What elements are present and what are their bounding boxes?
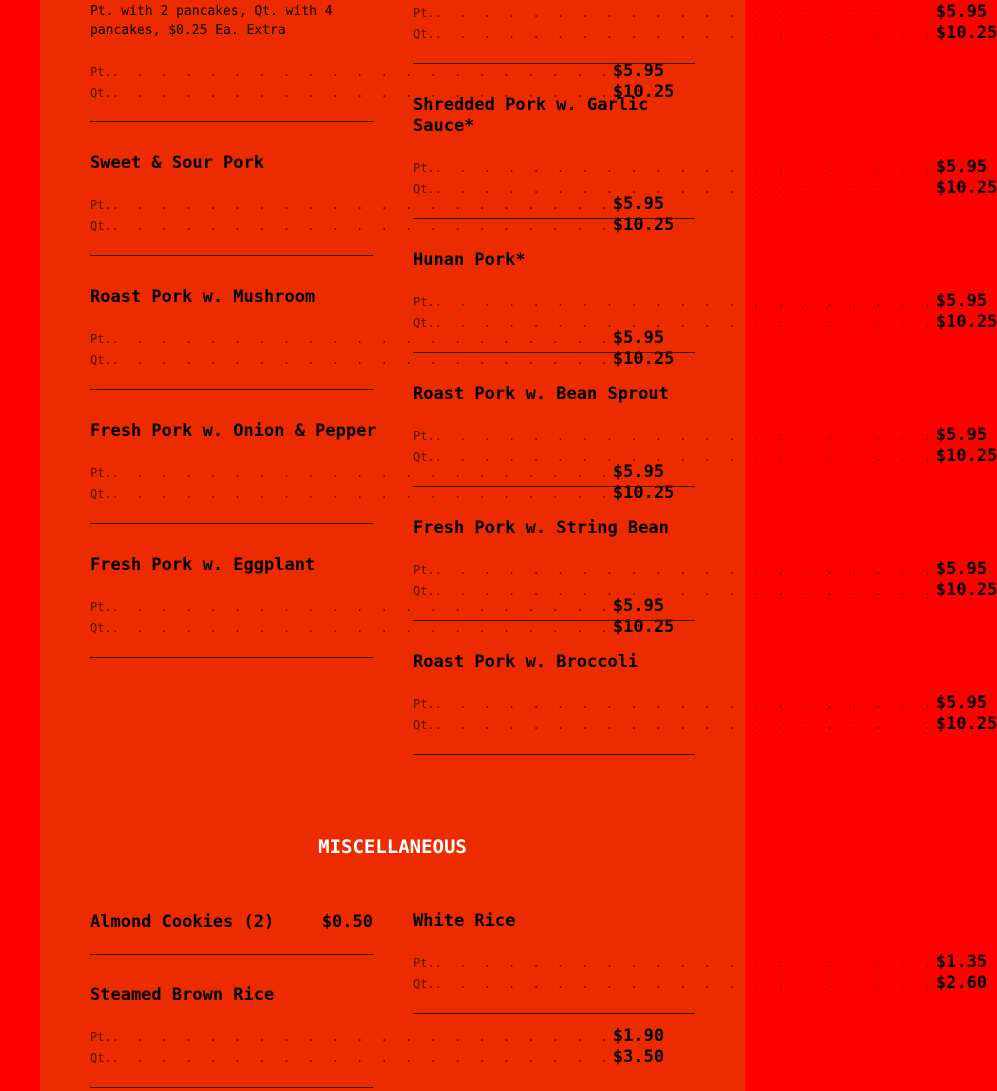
menu-item[interactable] [90, 287, 675, 370]
dot-leader: . . . . . . . . . . . . . . . . . . . . . [111, 1051, 613, 1065]
item-description: Pt. with 2 pancakes, Qt. with 4 pancakes, $0.25 Ea. Extra [90, 4, 333, 38]
price-value: $10.25 [612, 215, 675, 235]
price-value: $10.25 [612, 82, 675, 102]
divider [413, 620, 695, 621]
item-name: Roast Pork w. Mushroom [90, 287, 316, 307]
price-row-pint [413, 952, 988, 973]
price-label: Qt. [413, 316, 435, 330]
price-label: Qt. [90, 1051, 112, 1065]
price-value: $3.50 [612, 1047, 665, 1067]
price-label: Pt. [90, 198, 112, 212]
price-row-quart [90, 483, 675, 504]
divider [413, 352, 695, 353]
price-value: $5.95 [935, 693, 988, 713]
price-row-pint [90, 328, 665, 349]
price-value: $10.25 [935, 446, 997, 466]
price-label: Qt. [90, 86, 112, 100]
menu-item[interactable] [413, 518, 997, 601]
dot-leader: . . . . . . . . . . . . . . . . . . . . . [434, 182, 936, 196]
price-label: Qt. [90, 353, 112, 367]
divider [90, 657, 373, 658]
price-row-pint [90, 61, 665, 82]
price-row-pint [413, 291, 988, 312]
divider [90, 389, 373, 390]
price-row-pint [413, 157, 988, 178]
price-value: $10.25 [935, 23, 997, 43]
price-label: Pt. [90, 600, 112, 614]
menu-item[interactable] [90, 421, 675, 504]
dot-leader: . . . . . . . . . . . . . . . . . . . . . [111, 65, 613, 79]
item-name: Roast Pork w. Bean Sprout [413, 384, 669, 404]
dot-leader: . . . . . . . . . . . . . . . . . . . . . [434, 584, 936, 598]
menu-item-top-right [413, 2, 997, 44]
divider [413, 754, 695, 755]
menu-item[interactable] [90, 912, 373, 933]
price-row-quart [90, 82, 675, 103]
divider [90, 121, 373, 122]
dot-leader: . . . . . . . . . . . . . . . . . . . . . [434, 718, 936, 732]
menu-item[interactable] [90, 153, 675, 236]
price-label: Qt. [413, 27, 435, 41]
menu-item[interactable] [413, 911, 988, 994]
price-row-pint [90, 462, 665, 483]
dot-leader: . . . . . . . . . . . . . . . . . . . . . [111, 332, 613, 346]
price-row-pint [90, 194, 665, 215]
dot-leader: . . . . . . . . . . . . . . . . . . . . . [111, 466, 613, 480]
dot-leader: . . . . . . . . . . . . . . . . . . . . . [111, 621, 613, 635]
divider [90, 1087, 373, 1088]
menu-item[interactable] [413, 250, 997, 333]
item-name: Sweet & Sour Pork [90, 153, 264, 173]
price-value: $5.95 [935, 559, 988, 579]
divider [413, 1013, 695, 1014]
price-value: $1.90 [612, 1026, 665, 1046]
item-name: White Rice [413, 911, 516, 931]
price-row-quart [90, 617, 675, 638]
price-value: $5.95 [935, 425, 988, 445]
divider [90, 954, 373, 955]
item-name: Roast Pork w. Broccoli [413, 652, 639, 672]
price-row-quart [413, 714, 997, 735]
price-row-quart [90, 215, 675, 236]
price-value: $10.25 [935, 312, 997, 332]
price-label: Pt. [413, 563, 435, 577]
price-row-quart [413, 973, 988, 994]
item-name: Steamed Brown Rice [90, 985, 275, 1005]
price-value: $1.35 [935, 952, 988, 972]
price-row-pint [413, 693, 988, 714]
price-label: Pt. [90, 466, 112, 480]
price-label: Qt. [90, 219, 112, 233]
price-value: $10.25 [935, 178, 997, 198]
price-row-pint [90, 1026, 665, 1047]
item-name: Almond Cookies (2) [90, 912, 275, 932]
price-label: Qt. [413, 584, 435, 598]
divider [90, 523, 373, 524]
price-value: $5.95 [612, 596, 665, 616]
dot-leader: . . . . . . . . . . . . . . . . . . . . . [434, 316, 936, 330]
price-row-pint [413, 559, 988, 580]
menu-item[interactable] [413, 652, 997, 735]
item-name: Fresh Pork w. Eggplant [90, 555, 316, 575]
price-value: $5.95 [935, 157, 988, 177]
item-name: Shredded Pork w. Garlic Sauce* [413, 95, 649, 136]
price-label: Qt. [413, 182, 435, 196]
dot-leader: . . . . . . . . . . . . . . . . . . . . . [434, 295, 936, 309]
price-value: $2.60 [935, 973, 988, 993]
dot-leader: . . . . . . . . . . . . . . . . . . . . . [111, 1030, 613, 1044]
section-heading-miscellaneous: MISCELLANEOUS [318, 836, 467, 858]
price-value: $10.25 [612, 349, 675, 369]
price-value: $10.25 [612, 617, 675, 637]
price-label: Qt. [413, 450, 435, 464]
price-row-quart [413, 23, 997, 44]
menu-item[interactable] [413, 384, 997, 467]
dot-leader: . . . . . . . . . . . . . . . . . . . . . [111, 219, 613, 233]
price-row-quart [413, 312, 997, 333]
price-value: $5.95 [935, 2, 988, 22]
menu-panel [40, 0, 997, 1091]
menu-item[interactable] [413, 95, 997, 199]
price-label: Pt. [90, 65, 112, 79]
price-row-quart [413, 446, 997, 467]
price-label: Pt. [413, 295, 435, 309]
price-value: $5.95 [612, 328, 665, 348]
price-row-quart [90, 1047, 665, 1068]
item-row [90, 912, 373, 933]
dot-leader: . . . . . . . . . . . . . . . . . . . . . [434, 6, 936, 20]
price-row-quart [90, 349, 675, 370]
item-name: Fresh Pork w. String Bean [413, 518, 669, 538]
dot-leader: . . . . . . . . . . . . . . . . . . . . . [434, 450, 936, 464]
price-label: Qt. [413, 977, 435, 991]
divider [90, 255, 373, 256]
price-row-quart [413, 178, 997, 199]
dot-leader: . . . . . . . . . . . . . . . . . . . . . [111, 353, 613, 367]
price-label: Qt. [90, 487, 112, 501]
price-value: $10.25 [935, 714, 997, 734]
dot-leader: . . . . . . . . . . . . . . . . . . . . . [111, 198, 613, 212]
dot-leader: . . . . . . . . . . . . . . . . . . . . . [434, 977, 936, 991]
dot-leader: . . . . . . . . . . . . . . . . . . . . . [111, 487, 613, 501]
item-name: Fresh Pork w. Onion & Pepper [90, 421, 377, 441]
menu-item[interactable] [90, 985, 665, 1068]
price-label: Pt. [413, 161, 435, 175]
divider [413, 218, 695, 219]
price-label: Pt. [90, 332, 112, 346]
price-label: Pt. [413, 6, 435, 20]
price-label: Qt. [90, 621, 112, 635]
dot-leader: . . . . . . . . . . . . . . . . . . . . . [434, 161, 936, 175]
price-value: $5.95 [612, 61, 665, 81]
price-value: $10.25 [612, 483, 675, 503]
price-label: Qt. [413, 718, 435, 732]
price-label: Pt. [413, 697, 435, 711]
menu-item-top-left [90, 2, 675, 103]
dot-leader: . . . . . . . . . . . . . . . . . . . . . [434, 697, 936, 711]
price-value: $10.25 [935, 580, 997, 600]
price-row-pint [413, 2, 988, 23]
menu-item[interactable] [90, 555, 675, 638]
price-row-quart [413, 580, 997, 601]
divider [413, 486, 695, 487]
price-label: Pt. [413, 956, 435, 970]
dot-leader: . . . . . . . . . . . . . . . . . . . . . [434, 956, 936, 970]
price-label: Pt. [90, 1030, 112, 1044]
item-name: Hunan Pork* [413, 250, 526, 270]
dot-leader: . . . . . . . . . . . . . . . . . . . . . [434, 563, 936, 577]
dot-leader: . . . . . . . . . . . . . . . . . . . . . [434, 429, 936, 443]
price-value: $5.95 [935, 291, 988, 311]
dot-leader: . . . . . . . . . . . . . . . . . . . . . [434, 27, 936, 41]
price-value: $5.95 [612, 462, 665, 482]
dot-leader: . . . . . . . . . . . . . . . . . . . . . [111, 600, 613, 614]
divider [413, 63, 695, 64]
price-value: $0.50 [321, 912, 373, 932]
price-value: $5.95 [612, 194, 665, 214]
price-label: Pt. [413, 429, 435, 443]
price-row-pint [90, 596, 665, 617]
dot-leader: . . . . . . . . . . . . . . . . . . . . . [111, 86, 613, 100]
price-row-pint [413, 425, 988, 446]
